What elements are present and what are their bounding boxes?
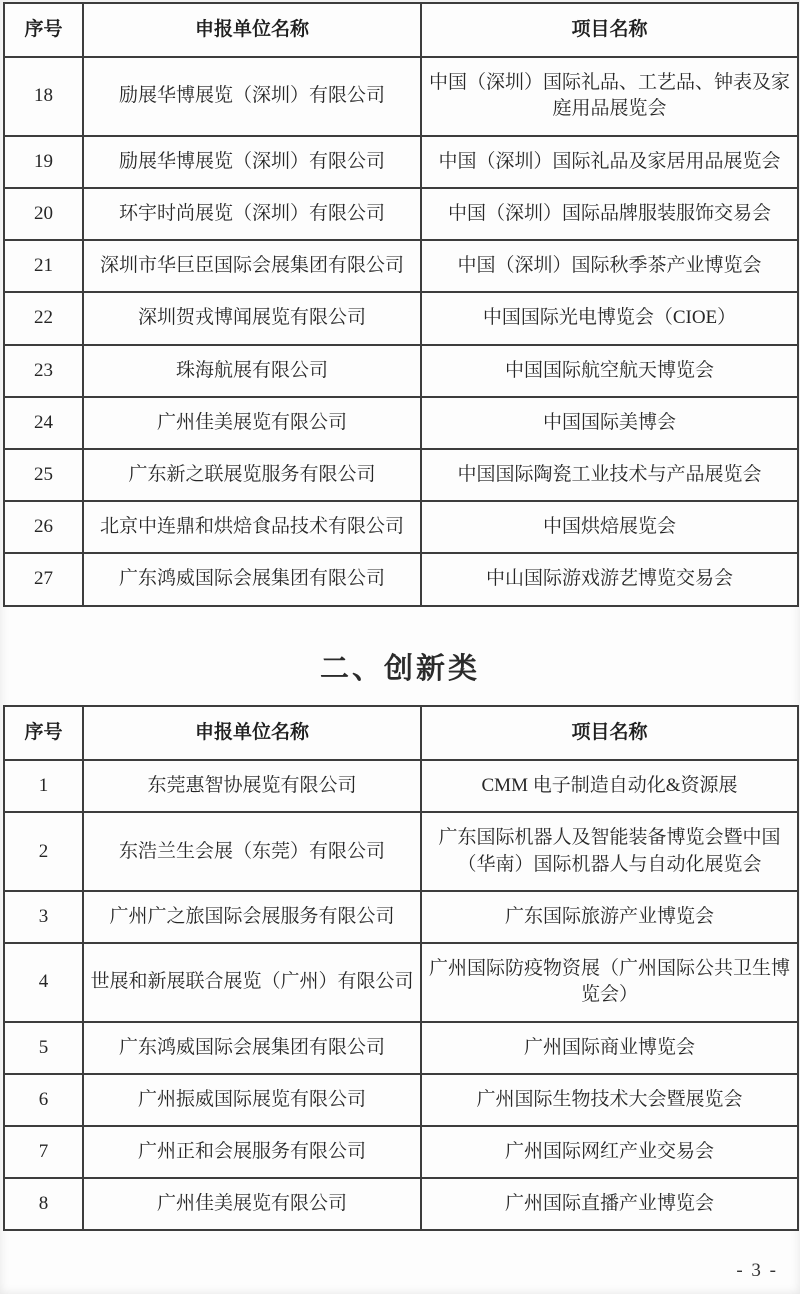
- table-row: [4, 240, 798, 292]
- project-name: 中国烘焙展览会: [421, 501, 798, 553]
- company-name: 广东新之联展览服务有限公司: [83, 449, 421, 501]
- table-row: [4, 57, 798, 135]
- row-number: 19: [4, 136, 83, 188]
- project-name: 广州国际直播产业博览会: [421, 1178, 798, 1230]
- category-2-table-body: [4, 760, 798, 1230]
- company-name: 东浩兰生会展（东莞）有限公司: [83, 812, 421, 890]
- header-cell-company: 申报单位名称: [83, 3, 421, 57]
- row-number: 21: [4, 240, 83, 292]
- row-number: 23: [4, 345, 83, 397]
- project-name: 广东国际机器人及智能装备博览会暨中国（华南）国际机器人与自动化展览会: [421, 812, 798, 890]
- table-row: [4, 1074, 798, 1126]
- row-number: 24: [4, 397, 83, 449]
- table-row: [4, 1022, 798, 1074]
- section-2-heading: 二、创新类: [319, 653, 480, 685]
- company-name: 世展和新展联合展览（广州）有限公司: [83, 943, 421, 1021]
- project-name: 中山国际游戏游艺博览交易会: [421, 553, 798, 605]
- table-row: [4, 1178, 798, 1230]
- project-name: 中国（深圳）国际礼品及家居用品展览会: [421, 136, 798, 188]
- company-name: 励展华博展览（深圳）有限公司: [83, 136, 421, 188]
- row-number: 3: [4, 891, 83, 943]
- project-name: 中国国际陶瓷工业技术与产品展览会: [421, 449, 798, 501]
- row-number: 6: [4, 1074, 83, 1126]
- header-cell-company: 申报单位名称: [83, 706, 421, 760]
- header-cell-project: 项目名称: [421, 706, 798, 760]
- table-row: [4, 760, 798, 812]
- project-name: 广东国际旅游产业博览会: [421, 891, 798, 943]
- company-name: 广州振威国际展览有限公司: [83, 1074, 421, 1126]
- category-1-table-body: [4, 57, 798, 605]
- company-name: 东莞惠智协展览有限公司: [83, 760, 421, 812]
- table-row: [4, 136, 798, 188]
- table-row: [4, 501, 798, 553]
- company-name: 北京中连鼎和烘焙食品技术有限公司: [83, 501, 421, 553]
- table-row: [4, 292, 798, 344]
- row-number: 7: [4, 1126, 83, 1178]
- table-row: [4, 891, 798, 943]
- company-name: 广州广之旅国际会展服务有限公司: [83, 891, 421, 943]
- table-row: [4, 943, 798, 1021]
- project-name: 广州国际防疫物资展（广州国际公共卫生博览会）: [421, 943, 798, 1021]
- project-name: 中国（深圳）国际礼品、工艺品、钟表及家庭用品展览会: [421, 57, 798, 135]
- project-name: 中国国际光电博览会（CIOE）: [421, 292, 798, 344]
- table-row: [4, 553, 798, 605]
- project-name: 广州国际生物技术大会暨展览会: [421, 1074, 798, 1126]
- table-header-row: [4, 706, 798, 760]
- project-name: 中国（深圳）国际品牌服装服饰交易会: [421, 188, 798, 240]
- project-name: 广州国际网红产业交易会: [421, 1126, 798, 1178]
- header-cell-serial: 序号: [4, 706, 83, 760]
- project-name: 中国国际美博会: [421, 397, 798, 449]
- header-cell-project: 项目名称: [421, 3, 798, 57]
- row-number: 22: [4, 292, 83, 344]
- row-number: 1: [4, 760, 83, 812]
- company-name: 深圳贺戎博闻展览有限公司: [83, 292, 421, 344]
- row-number: 5: [4, 1022, 83, 1074]
- company-name: 深圳市华巨臣国际会展集团有限公司: [83, 240, 421, 292]
- row-number: 25: [4, 449, 83, 501]
- header-cell-serial: 序号: [4, 3, 83, 57]
- row-number: 20: [4, 188, 83, 240]
- table-header-row: [4, 3, 798, 57]
- company-name: 广州正和会展服务有限公司: [83, 1126, 421, 1178]
- company-name: 广东鸿威国际会展集团有限公司: [83, 553, 421, 605]
- table-row: [4, 449, 798, 501]
- company-name: 环宇时尚展览（深圳）有限公司: [83, 188, 421, 240]
- row-number: 18: [4, 57, 83, 135]
- company-name: 广州佳美展览有限公司: [83, 1178, 421, 1230]
- category-1-table: [3, 2, 799, 607]
- company-name: 珠海航展有限公司: [83, 345, 421, 397]
- row-number: 4: [4, 943, 83, 1021]
- table-row: [4, 397, 798, 449]
- page-number: - 3 -: [736, 1260, 778, 1281]
- project-name: 广州国际商业博览会: [421, 1022, 798, 1074]
- project-name: CMM 电子制造自动化&资源展: [421, 760, 798, 812]
- company-name: 励展华博展览（深圳）有限公司: [83, 57, 421, 135]
- company-name: 广东鸿威国际会展集团有限公司: [83, 1022, 421, 1074]
- table-row: [4, 812, 798, 890]
- row-number: 26: [4, 501, 83, 553]
- company-name: 广州佳美展览有限公司: [83, 397, 421, 449]
- project-name: 中国（深圳）国际秋季茶产业博览会: [421, 240, 798, 292]
- category-2-table: [3, 705, 799, 1231]
- project-name: 中国国际航空航天博览会: [421, 345, 798, 397]
- row-number: 27: [4, 553, 83, 605]
- table-row: [4, 188, 798, 240]
- table-row: [4, 345, 798, 397]
- row-number: 8: [4, 1178, 83, 1230]
- row-number: 2: [4, 812, 83, 890]
- table-row: [4, 1126, 798, 1178]
